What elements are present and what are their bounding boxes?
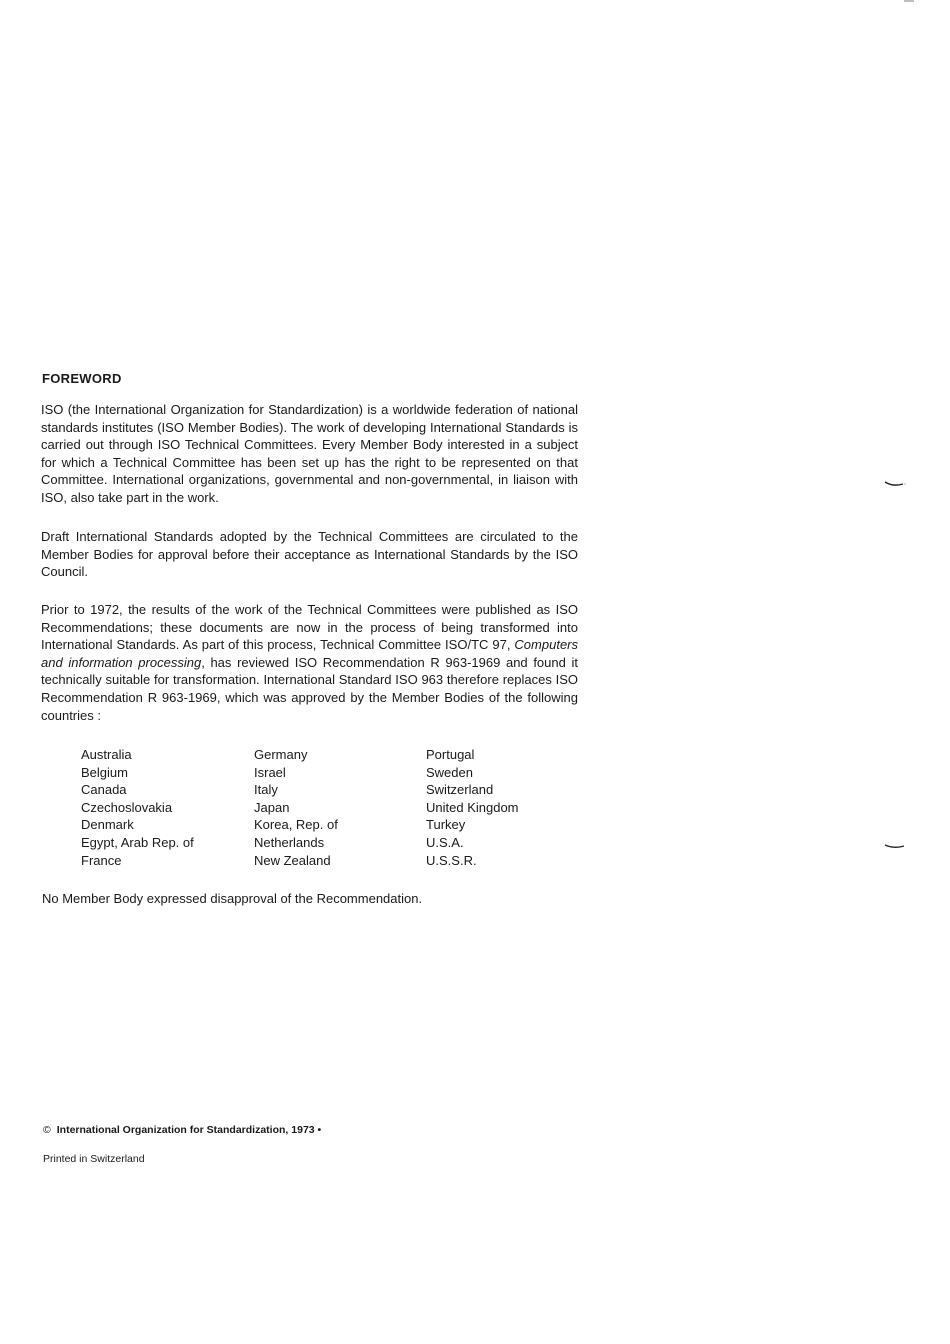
- paragraph-3-text-start: Prior to 1972, the results of the work of the Technical Committees were published as ISO Recommendations; these documents are now in the process of being transformed into International Standards. As part of this process, Technical Committee ISO/TC 97,: [41, 602, 578, 653]
- copyright-notice: [43, 1124, 321, 1136]
- copyright-symbol: ©: [43, 1124, 51, 1136]
- paragraph-3-text-end: , has reviewed ISO Recommendation R 963-1969 and found it technically suitable for transformation. International Standard ISO 963 therefore replaces ISO Recommendation R 963-1969, which was approved by the Member Bodies of the following countries :: [41, 654, 579, 723]
- country-item: Egypt, Arab Rep. of: [81, 834, 194, 850]
- country-item: Canada: [81, 782, 127, 798]
- country-item: Sweden: [426, 764, 473, 780]
- binding-mark: [884, 842, 906, 850]
- printed-location: Printed in Switzerland: [43, 1153, 145, 1165]
- countries-column-3: [426, 746, 519, 869]
- country-item: Korea, Rep. of: [254, 817, 338, 833]
- committee-title: Computers and information processing: [41, 637, 578, 670]
- scan-mark: [904, 0, 914, 2]
- country-item: Netherlands: [254, 834, 325, 850]
- country-item: Australia: [81, 747, 132, 762]
- copyright-text: International Organization for Standardization, 1973 •: [56, 1124, 322, 1136]
- country-item: Switzerland: [426, 782, 494, 798]
- foreword-paragraph-2: Draft International Standards adopted by the Technical Committees are circulated to the Member Bodies for approval before their acceptance as International Standards by the ISO Council.: [41, 529, 578, 580]
- foreword-paragraph-1: ISO (the International Organization for Standardization) is a worldwide federation of national standards institutes (ISO Member Bodies). The work of developing International Standards is carried out through ISO Technical Committees. Every Member Body interested in a subject for which a Technical Committee has been set up has the right to be represented on that Committee. International organizations, governmental and non-governmental, in liaison with ISO, also take part in the work.: [41, 402, 578, 505]
- binding-mark: [884, 480, 906, 488]
- countries-column-2: [254, 746, 338, 869]
- country-item: Italy: [254, 782, 278, 798]
- country-item: U.S.S.R.: [426, 852, 477, 868]
- country-item: France: [81, 852, 122, 868]
- country-item: Germany: [254, 747, 308, 762]
- country-item: Israel: [254, 764, 286, 780]
- country-item: Belgium: [81, 764, 128, 780]
- countries-column-1: [81, 746, 194, 869]
- foreword-paragraph-4: No Member Body expressed disapproval of the Recommendation.: [42, 891, 423, 906]
- foreword-heading: FOREWORD: [42, 371, 122, 386]
- foreword-paragraph-3: [41, 601, 578, 724]
- country-item: U.S.A.: [426, 834, 464, 850]
- approving-countries-list: [0, 746, 950, 876]
- country-item: Portugal: [426, 747, 475, 762]
- country-item: Japan: [254, 799, 290, 815]
- country-item: Turkey: [426, 817, 466, 833]
- country-item: Denmark: [81, 817, 134, 833]
- country-item: United Kingdom: [426, 799, 519, 815]
- country-item: New Zealand: [254, 852, 331, 868]
- country-item: Czechoslovakia: [81, 799, 173, 815]
